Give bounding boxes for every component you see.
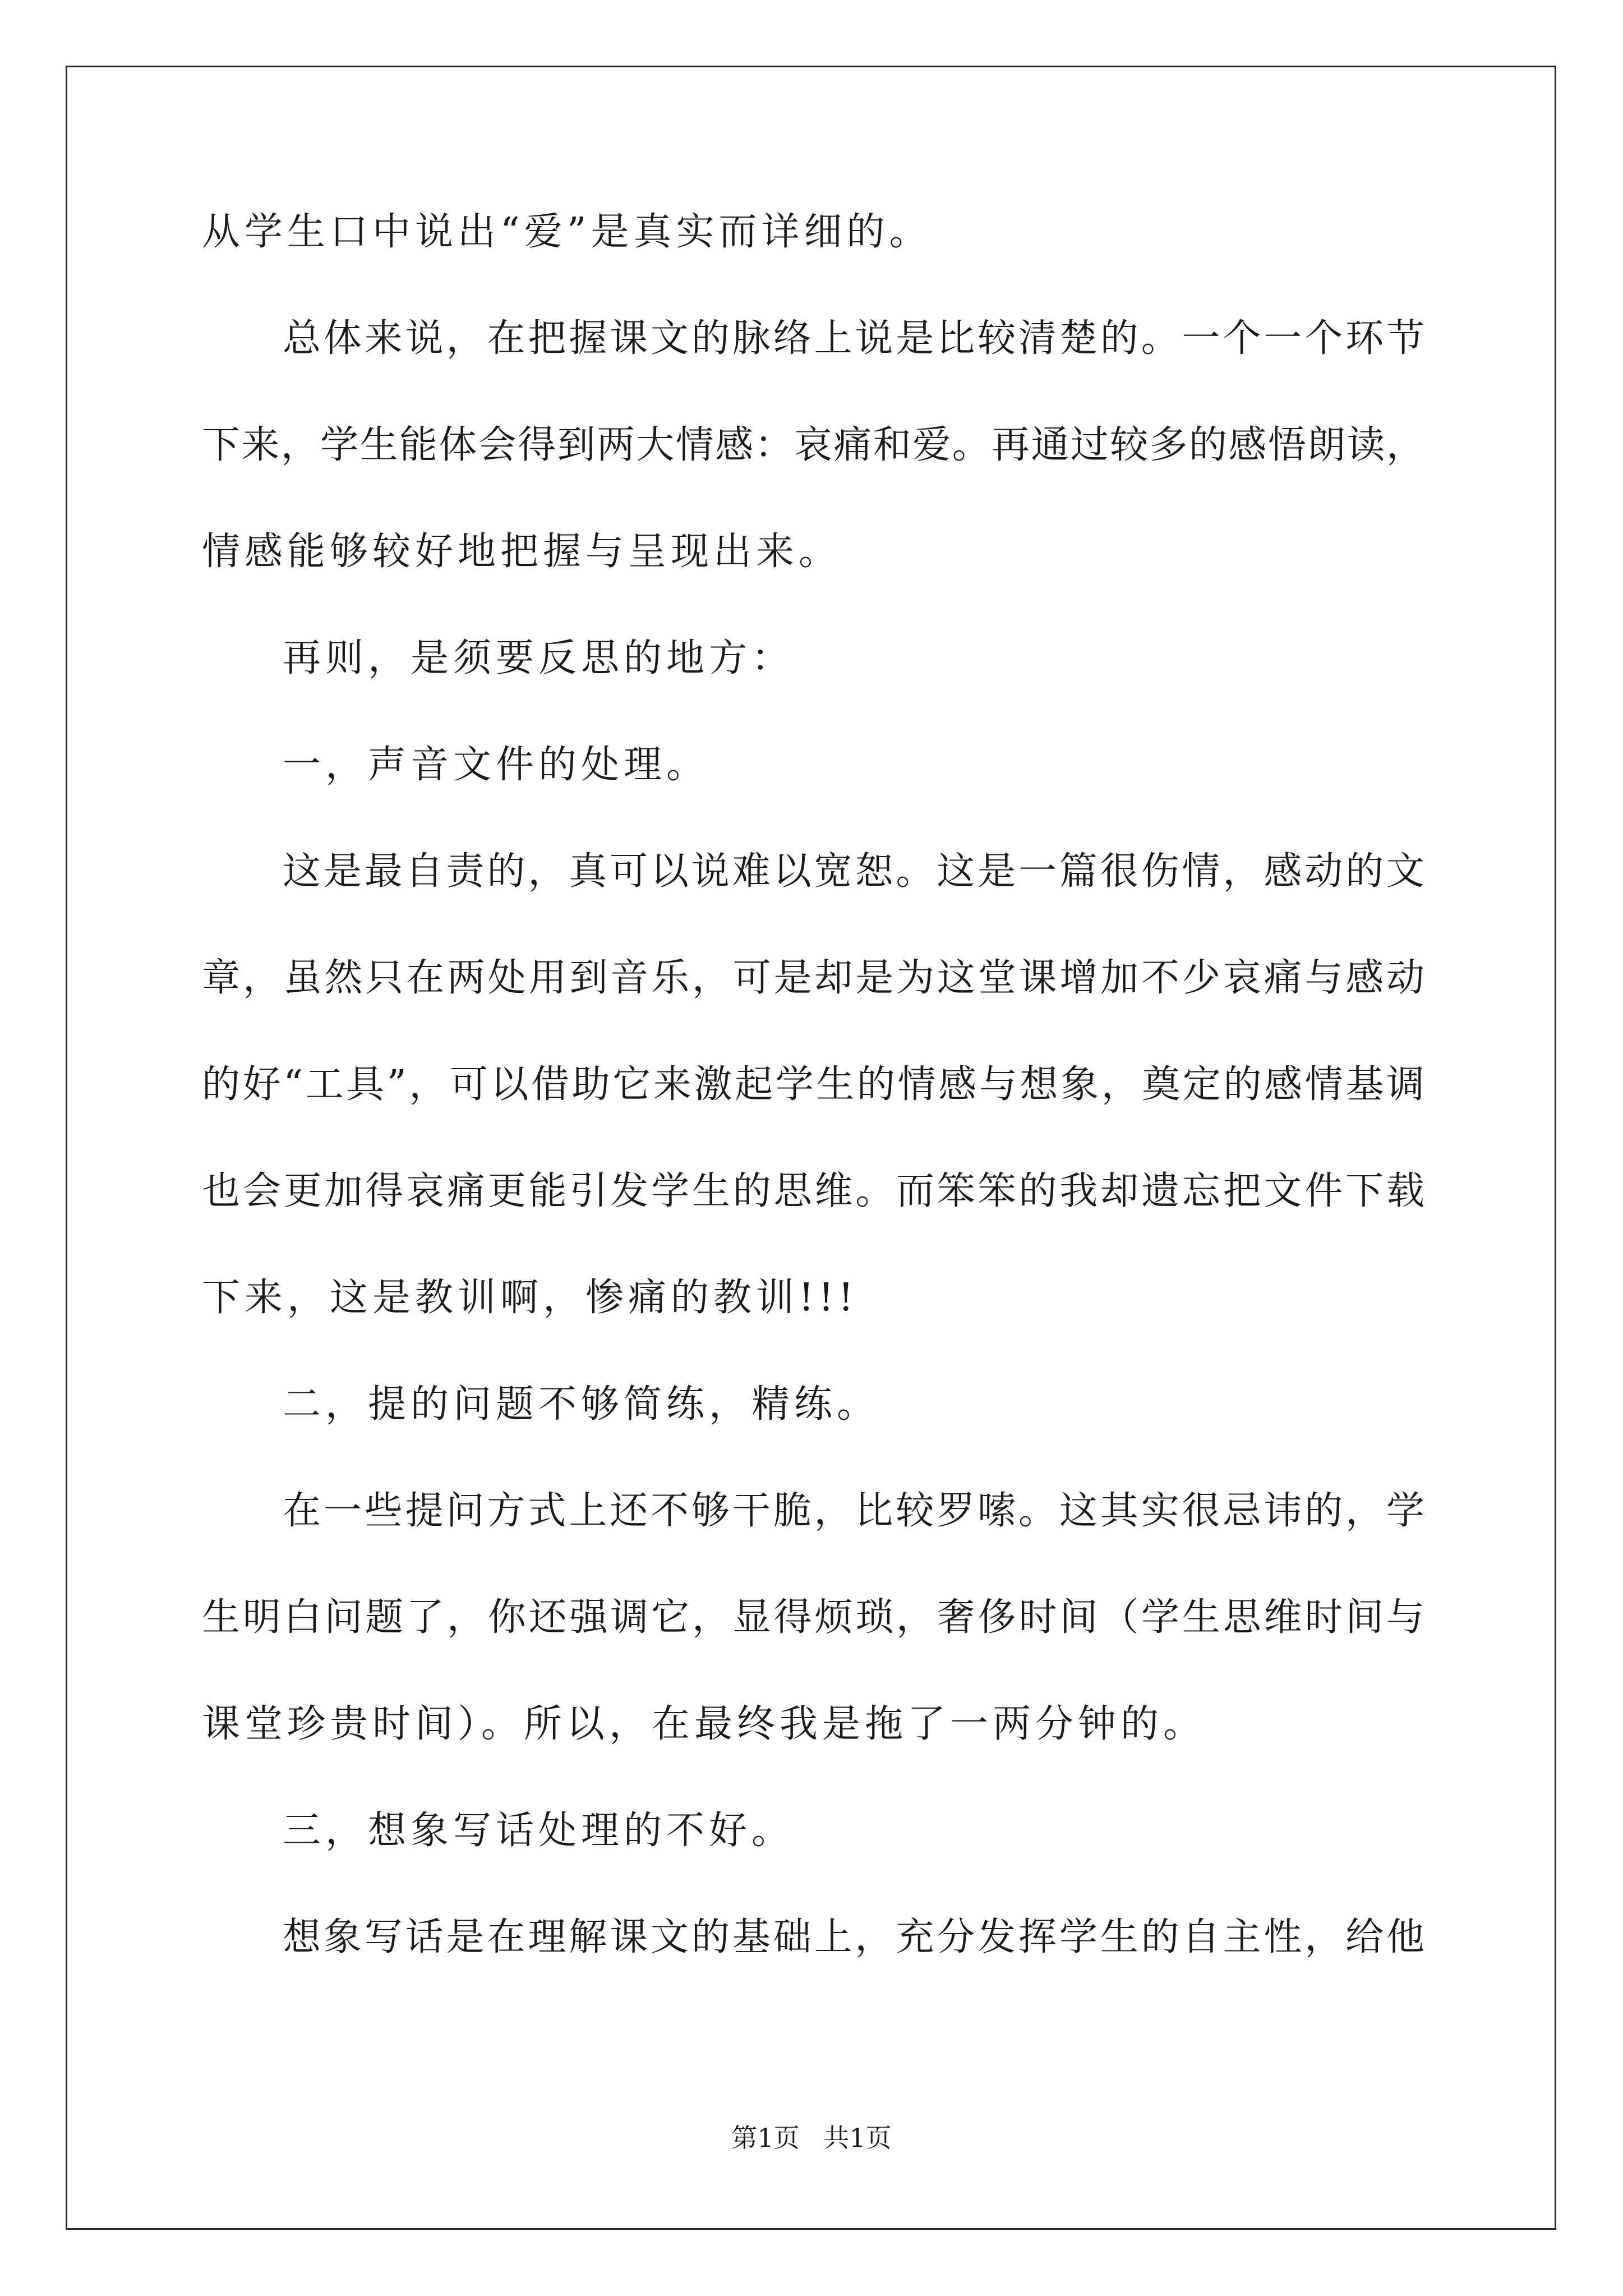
page-border — [66, 66, 1556, 2230]
page-footer — [0, 2125, 1623, 2151]
text-line-8: 章，虽然只在两处用到音乐，可是却是为这堂课增加不少哀痛与感动 — [202, 956, 1424, 1000]
page-number-total: 共1页 — [823, 2123, 892, 2153]
text-line-14: 生明白问题了，你还强调它，显得烦琐，奢侈时间（学生思维时间与 — [202, 1595, 1424, 1640]
text-line-6: 一，声音文件的处理。 — [283, 743, 709, 787]
text-line-17: 想象写话是在理解课文的基础上，充分发挥学生的自主性，给他 — [283, 1915, 1424, 1959]
text-line-2: 总体来说，在把握课文的脉络上说是比较清楚的。一个一个环节 — [283, 316, 1424, 361]
text-line-4: 情感能够较好地把握与呈现出来。 — [202, 530, 842, 574]
text-line-7: 这是最自责的，真可以说难以宽恕。这是一篇很伤情，感动的文 — [283, 849, 1424, 894]
text-line-12: 二，提的问题不够简练，精练。 — [283, 1382, 880, 1427]
text-line-11: 下来，这是教训啊，惨痛的教训!!! — [202, 1276, 858, 1320]
page-number-current: 第1页 — [731, 2123, 800, 2153]
text-line-1: 从学生口中说出“爱”是真实而详细的。 — [202, 210, 932, 254]
text-line-13: 在一些提问方式上还不够干脆，比较罗嗦。这其实很忌讳的，学 — [283, 1489, 1424, 1533]
text-line-9: 的好“工具”，可以借助它来激起学生的情感与想象，奠定的感情基调 — [202, 1062, 1424, 1107]
text-line-10: 也会更加得哀痛更能引发学生的思维。而笨笨的我却遗忘把文件下载 — [202, 1169, 1424, 1213]
text-line-16: 三，想象写话处理的不好。 — [283, 1809, 795, 1853]
text-line-3: 下来，学生能体会得到两大情感：哀痛和爱。再通过较多的感悟朗读， — [202, 423, 1424, 467]
text-line-5: 再则，是须要反思的地方： — [283, 636, 795, 680]
text-line-15: 课堂珍贵时间）。所以，在最终我是拖了一两分钟的。 — [202, 1702, 1206, 1746]
